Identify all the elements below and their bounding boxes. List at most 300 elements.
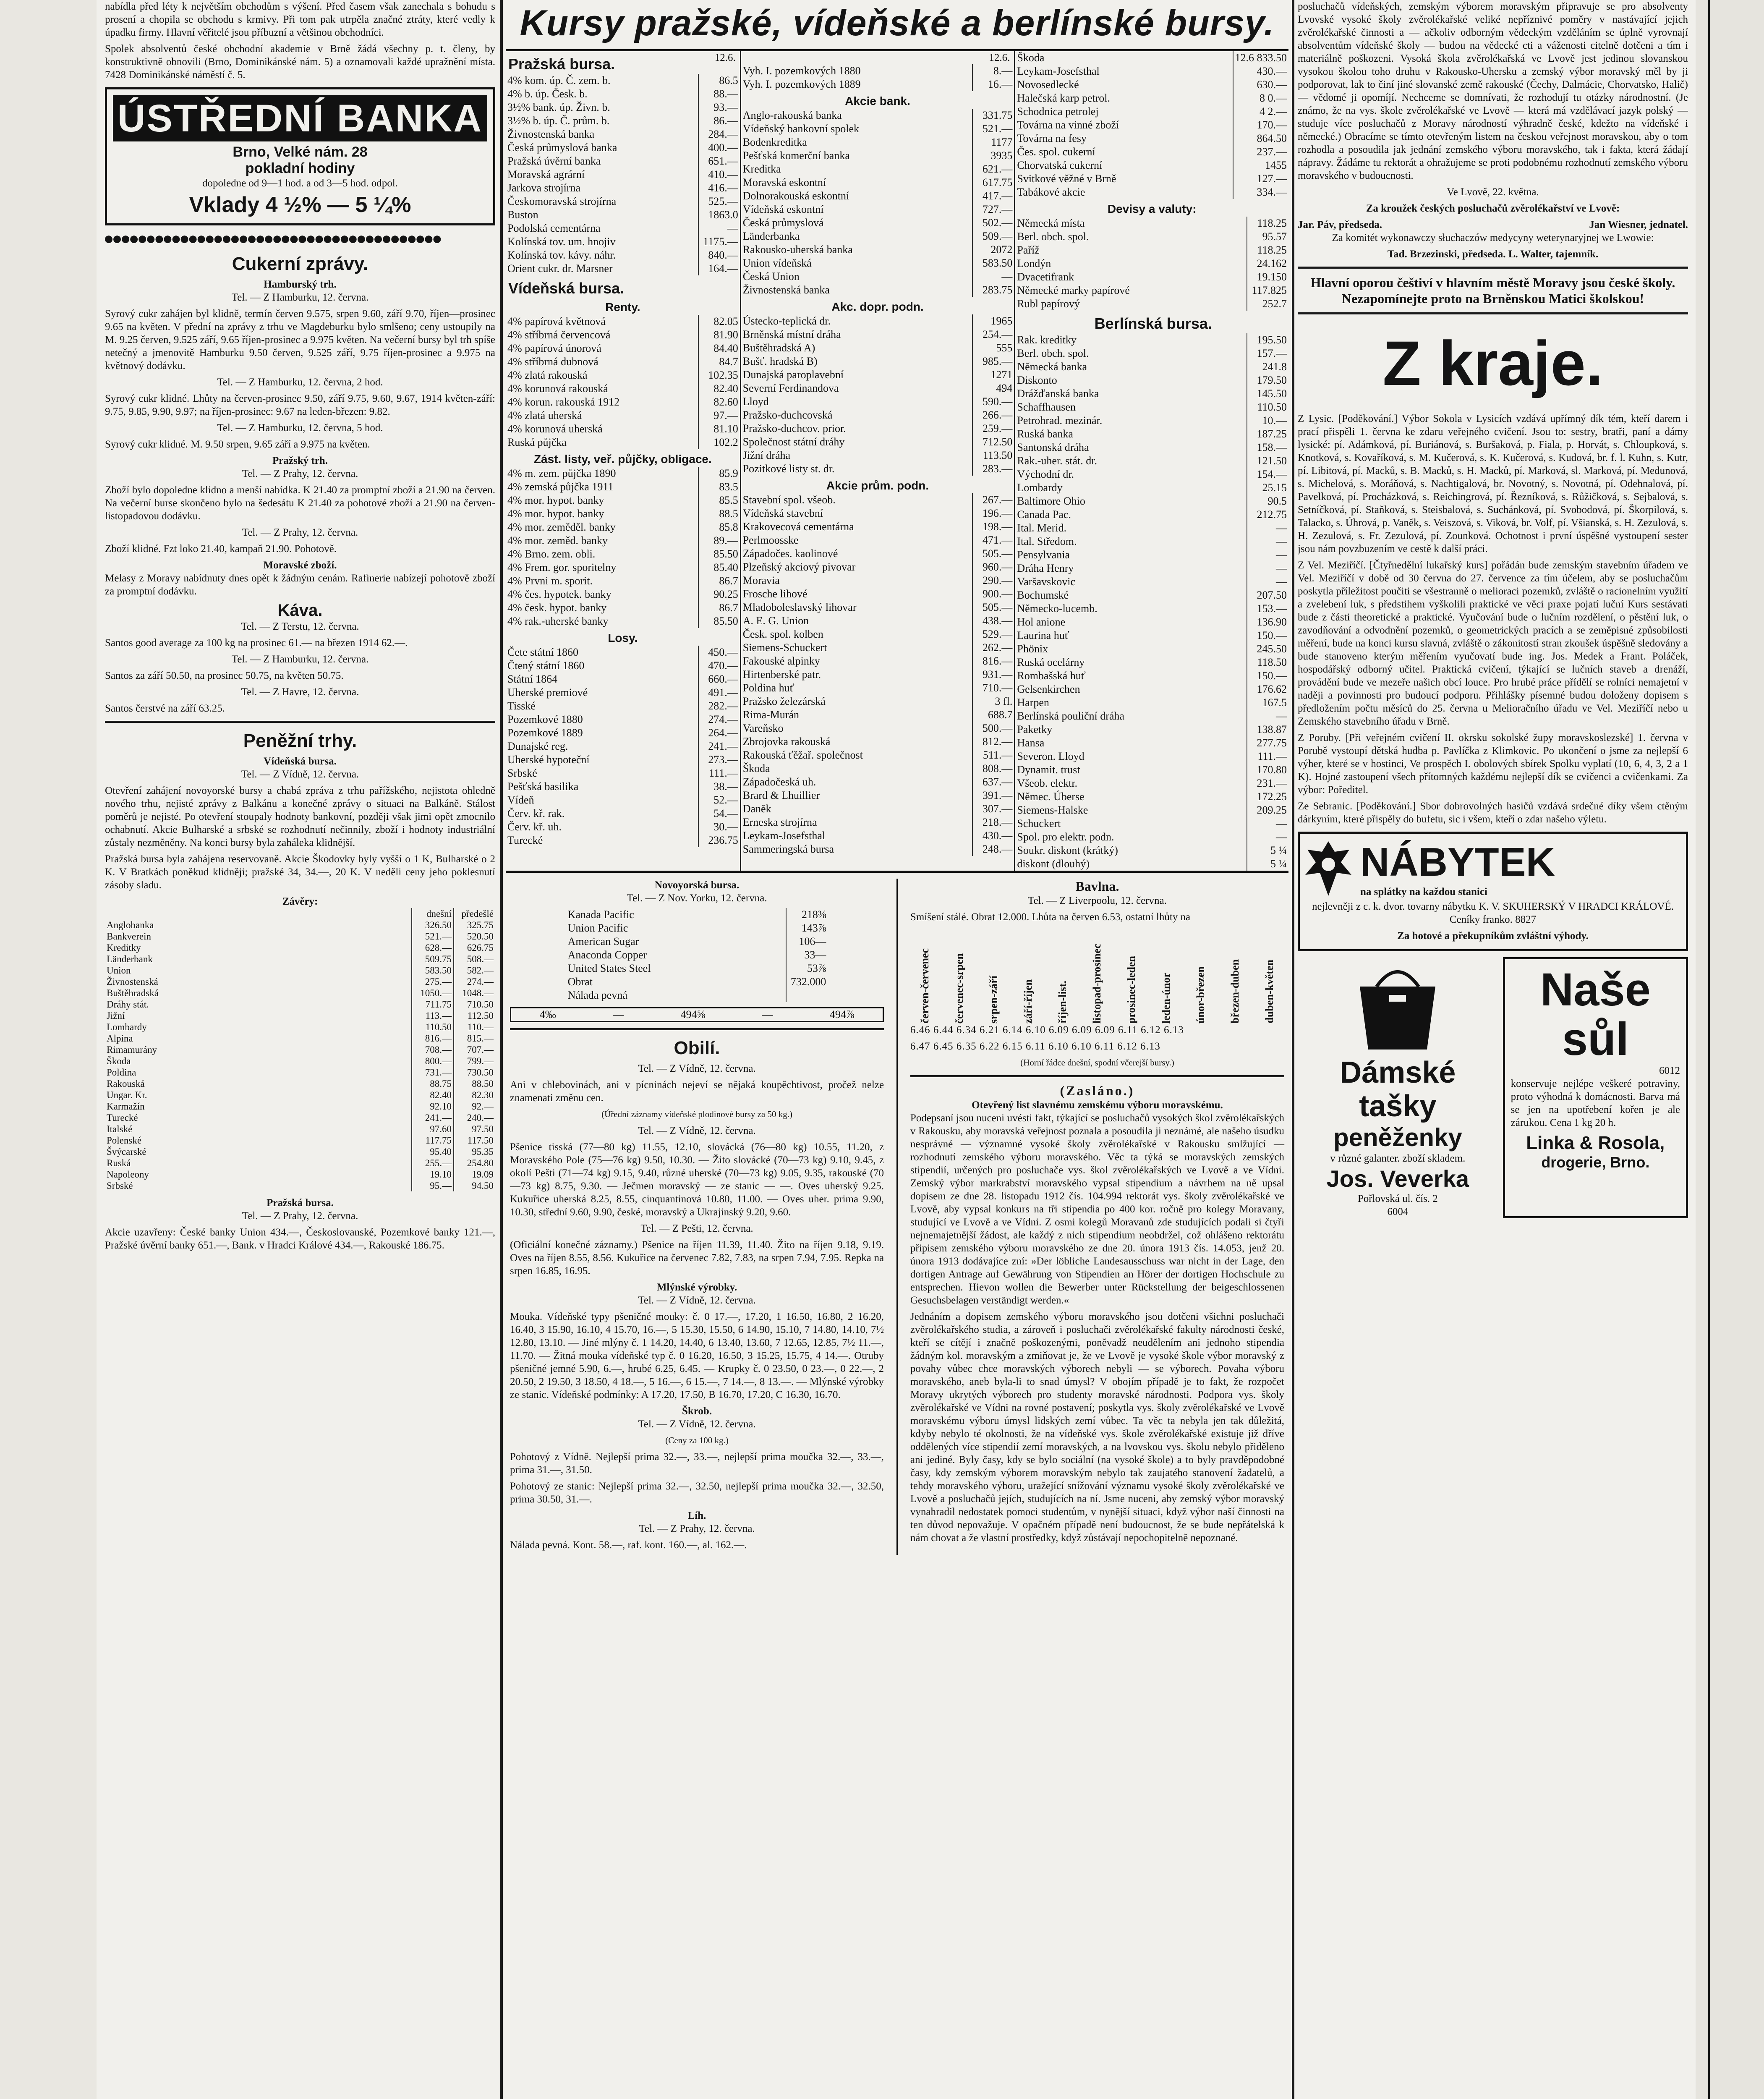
quote-value: 731.— bbox=[412, 1067, 454, 1078]
quote-row bbox=[741, 122, 1014, 136]
quote-name: Rima-Murán bbox=[742, 709, 800, 721]
quote-name: Škoda bbox=[742, 762, 770, 775]
quote-value: 812.— bbox=[972, 735, 1014, 749]
quote-name: Vídeňský bankovní spolek bbox=[742, 123, 860, 135]
quote-name: Anglobanka bbox=[107, 920, 154, 930]
quote-name: Jarkova strojírna bbox=[507, 182, 581, 194]
quote-value: 97.— bbox=[698, 409, 740, 422]
quote-value: 626.75 bbox=[454, 942, 495, 953]
quote-value: 111.— bbox=[1247, 750, 1288, 763]
bags-sub: peněženky bbox=[1333, 1123, 1462, 1152]
quote-value: 90.25 bbox=[698, 588, 740, 601]
quote-value: 1271 bbox=[972, 368, 1014, 382]
quote-row bbox=[105, 1078, 495, 1089]
salt-title: Naše sůl bbox=[1540, 964, 1651, 1065]
quote-row bbox=[741, 641, 1014, 654]
quote-row bbox=[506, 436, 740, 449]
quote-value: 331.75 bbox=[972, 109, 1014, 122]
quote-row bbox=[1015, 803, 1288, 817]
quote-value: 82.60 bbox=[698, 395, 740, 409]
quote-value: 54.— bbox=[698, 807, 740, 820]
quote-name: 4% korunová uherská bbox=[507, 423, 603, 435]
quote-name: Čete státní 1860 bbox=[507, 646, 578, 658]
quote-row bbox=[1015, 172, 1288, 186]
quote-name: 4% papírová květnová bbox=[507, 315, 606, 327]
quote-row bbox=[741, 843, 1014, 856]
quote-value: 85.50 bbox=[698, 547, 740, 561]
quote-value: 500.— bbox=[972, 722, 1014, 735]
quote-value: 259.— bbox=[972, 422, 1014, 435]
quote-name: Berlínská pouliční dráha bbox=[1017, 710, 1124, 722]
quote-name: Napoleony bbox=[107, 1169, 149, 1180]
quote-name: Česká Union bbox=[742, 270, 800, 283]
quote-row bbox=[741, 560, 1014, 574]
right-column bbox=[1298, 0, 1688, 2099]
quote-value: 410.— bbox=[698, 168, 740, 181]
quote-name: Anaconda Copper bbox=[567, 949, 647, 961]
quote-row bbox=[105, 1112, 495, 1123]
quote-name: Turecké bbox=[507, 834, 543, 846]
coffee-tel2: Tel. — Z Hamburku, 12. června. bbox=[231, 654, 369, 665]
quote-name: Škoda bbox=[107, 1056, 131, 1066]
quote-row bbox=[741, 547, 1014, 560]
quote-name: Poldina huť bbox=[742, 682, 794, 694]
signature: Jan Wiesner, jednatel. bbox=[1589, 219, 1688, 230]
quote-row bbox=[741, 162, 1014, 176]
quote-value: 864.50 bbox=[1233, 132, 1288, 145]
quote-row bbox=[741, 735, 1014, 749]
quote-value: 167.5 bbox=[1247, 696, 1288, 709]
quote-row bbox=[741, 789, 1014, 802]
quote-name: Buston bbox=[507, 209, 538, 221]
quote-name: Londýn bbox=[1017, 257, 1051, 270]
quote-value: 5 ¼ bbox=[1247, 844, 1288, 857]
quote-name: Česká průmyslová banka bbox=[507, 141, 617, 154]
quote-row bbox=[506, 74, 740, 87]
quote-name: Čes. spol. cukerní bbox=[1017, 146, 1095, 158]
grain-text: Ani v chlebovinách, ani v pícninách nejeví se nějaká koupěchtivost, pročež nelze znamenati změnu cen. bbox=[510, 1079, 884, 1104]
quote-row bbox=[506, 87, 740, 101]
quote-row bbox=[1015, 51, 1288, 65]
quote-value: — bbox=[1247, 709, 1288, 723]
quote-name: Moravia bbox=[742, 574, 780, 586]
quote-row bbox=[506, 726, 740, 740]
quote-value: 176.62 bbox=[1247, 683, 1288, 696]
ny-bar-cell: 4‰ bbox=[539, 1008, 556, 1021]
quote-value: 637.— bbox=[972, 775, 1014, 789]
quote-value: 2072 bbox=[972, 243, 1014, 256]
quote-row bbox=[741, 189, 1014, 203]
quote-value: 400.— bbox=[698, 141, 740, 154]
cotton-month: duben-květen bbox=[1263, 960, 1275, 1023]
prague-market-text: Zboží bylo dopoledne klidno a menší nabídka. K 21.40 za promptní zboží a 21.90 na červen. Na večerní burse skončeno bylo na šedesátu K 21.40 za pohotové zboží a 21.90 na červen-listopadovou dodávku. bbox=[105, 484, 495, 522]
quote-row bbox=[506, 355, 740, 369]
quote-name: Paketky bbox=[1017, 723, 1053, 735]
quote-value: 89.— bbox=[698, 534, 740, 547]
quote-name: Baltimore Ohio bbox=[1017, 495, 1085, 507]
quote-row bbox=[1015, 347, 1288, 360]
quote-name: Tabákové akcie bbox=[1017, 186, 1085, 198]
berlin-title: Berlínská bursa. bbox=[1094, 315, 1212, 332]
bags-addr: Pořlovská ul. čís. 2 bbox=[1357, 1193, 1438, 1204]
quote-value: 628.— bbox=[412, 942, 454, 953]
prague-bursa-tel: Tel. — Z Prahy, 12. června. bbox=[242, 1210, 358, 1222]
quote-name: Dynamit. trust bbox=[1017, 764, 1080, 776]
quote-row bbox=[105, 965, 495, 976]
quote-name: Dolnorakouská eskontní bbox=[742, 190, 849, 202]
quote-row bbox=[741, 368, 1014, 382]
quote-name: Západočes. kaolinové bbox=[742, 547, 838, 560]
quote-name: 4% kom. úp. Č. zem. b. bbox=[507, 74, 611, 86]
quote-name: Bušť. hradská B) bbox=[742, 355, 818, 367]
quote-row bbox=[741, 574, 1014, 587]
quote-name: Siemens-Schuckert bbox=[742, 641, 827, 654]
quote-value: 86.7 bbox=[698, 601, 740, 615]
quote-value: 1050.— bbox=[412, 987, 454, 999]
quote-row bbox=[1015, 750, 1288, 763]
quote-row bbox=[741, 216, 1014, 230]
quote-name: Kreditky bbox=[107, 942, 141, 953]
quote-row bbox=[741, 109, 1014, 122]
quote-row bbox=[1015, 400, 1288, 414]
quote-name: Union vídeňská bbox=[742, 257, 812, 269]
quote-row bbox=[105, 1089, 495, 1101]
quote-name: Union bbox=[107, 965, 131, 976]
quote-name: Pešťská basilika bbox=[507, 780, 579, 793]
cotton-tel: Tel. — Z Liverpoolu, 12. června. bbox=[1028, 895, 1167, 906]
quote-name: Kolínská tov. kávy. náhr. bbox=[507, 249, 616, 261]
quote-name: Länderbanka bbox=[742, 230, 800, 242]
quote-name: Mladoboleslavský lihovar bbox=[742, 601, 857, 613]
quote-value: 38.— bbox=[698, 780, 740, 793]
quote-name: Pešťská komerční banka bbox=[742, 149, 850, 162]
quote-row bbox=[506, 574, 740, 588]
sugar-tel2: Tel. — Z Hamburku, 12. června, 2 hod. bbox=[217, 377, 383, 388]
zavery-col: předešlé bbox=[454, 908, 495, 919]
quote-value: 521.— bbox=[972, 122, 1014, 136]
quote-value: 138.87 bbox=[1247, 723, 1288, 736]
quote-row bbox=[105, 942, 495, 953]
quote-value: 102.35 bbox=[698, 369, 740, 382]
quote-value: 241.8 bbox=[1247, 360, 1288, 374]
quote-row bbox=[506, 713, 740, 726]
quote-row bbox=[105, 976, 495, 987]
quote-row bbox=[741, 203, 1014, 216]
akcie-bank-table bbox=[741, 109, 1014, 297]
quote-name: Ústecko-teplická dr. bbox=[742, 315, 831, 327]
grain-tel3: Tel. — Z Pešti, 12. června. bbox=[640, 1223, 753, 1234]
signature2: Tad. Brzezinski, předseda. L. Walter, tajemník. bbox=[1387, 249, 1599, 260]
cotton-row2: 6.47 6.45 6.35 6.22 6.15 6.11 6.10 6.10 6.11 6.12 6.13 bbox=[910, 1041, 1160, 1052]
quote-name: Moravská agrární bbox=[507, 168, 585, 181]
quote-value: 113.— bbox=[412, 1010, 454, 1021]
quote-value: 430.— bbox=[1233, 65, 1288, 78]
quote-name: Hol anione bbox=[1017, 616, 1066, 628]
quote-name: Halečská karp petrol. bbox=[1017, 92, 1110, 104]
quote-name: Německo-lucemb. bbox=[1017, 602, 1098, 615]
quote-value: 241.— bbox=[698, 740, 740, 753]
letter-for: Za kroužek českých posluchačů zvěrolékařství ve Lvově: bbox=[1366, 203, 1620, 214]
quote-name: Polenské bbox=[107, 1135, 142, 1146]
furniture-side: na splátky na každou stanici bbox=[1360, 886, 1487, 898]
quote-row bbox=[741, 64, 1014, 78]
quote-name: Jižní dráha bbox=[742, 449, 791, 461]
quote-value: 92.— bbox=[454, 1101, 495, 1112]
bank-hours-title: pokladní hodiny bbox=[245, 160, 355, 176]
quote-value: 267.— bbox=[972, 493, 1014, 507]
grain-tel2: Tel. — Z Vídně, 12. června. bbox=[638, 1125, 756, 1136]
quote-name: Německá banka bbox=[1017, 361, 1087, 373]
cotton-text: Smíšení stálé. Obrat 12.000. Lhůta na červen 6.53, ostatní lhůty na bbox=[910, 911, 1191, 923]
quote-value: 274.— bbox=[698, 713, 740, 726]
quote-value: 960.— bbox=[972, 560, 1014, 574]
quote-row bbox=[741, 493, 1014, 507]
quote-name: Dráha Henry bbox=[1017, 562, 1074, 574]
quote-value: 198.— bbox=[972, 520, 1014, 534]
quote-value: 502.— bbox=[972, 216, 1014, 230]
quote-name: Plzeňský akciový pivovar bbox=[742, 561, 856, 573]
quote-name: Union Pacific bbox=[567, 922, 628, 934]
quote-name: Podolská cementárna bbox=[507, 222, 601, 234]
quote-name: Ungar. Kr. bbox=[107, 1090, 147, 1100]
quote-value: 30.— bbox=[698, 820, 740, 834]
quote-value: 88.— bbox=[698, 87, 740, 101]
quote-name: Alpina bbox=[107, 1033, 133, 1044]
losy-title: Losy. bbox=[608, 631, 638, 644]
quote-value: 117.75 bbox=[412, 1135, 454, 1146]
quote-row bbox=[506, 547, 740, 561]
quote-value: 3935 bbox=[972, 149, 1014, 162]
quote-value: 521.— bbox=[412, 931, 454, 942]
quote-name: Paříž bbox=[1017, 244, 1040, 256]
cotton-month: leden-únor bbox=[1160, 972, 1172, 1023]
quote-name: Schaffhausen bbox=[1017, 401, 1076, 413]
quote-row bbox=[506, 807, 740, 820]
vyh-table bbox=[741, 64, 1014, 91]
quote-value: — bbox=[698, 222, 740, 235]
quote-name: 4% zemská půjčka 1911 bbox=[507, 481, 614, 493]
quote-value: 840.— bbox=[698, 249, 740, 262]
coffee-title: Káva. bbox=[277, 601, 323, 620]
quote-row bbox=[506, 222, 740, 235]
quote-name: 4% mor. zeměd. banky bbox=[507, 534, 608, 547]
quote-row bbox=[741, 587, 1014, 601]
quote-value: 282.— bbox=[698, 699, 740, 713]
quote-row bbox=[741, 534, 1014, 547]
furniture-footer: Za hotové a překupníkům zvláštní výhody. bbox=[1397, 930, 1589, 942]
quote-value: 508.— bbox=[454, 953, 495, 965]
quote-row bbox=[741, 654, 1014, 668]
quote-row bbox=[566, 989, 828, 1002]
quote-name: Drážďanská banka bbox=[1017, 387, 1099, 400]
cotton-month: září-říjen bbox=[1022, 979, 1035, 1023]
quote-name: Santonská dráha bbox=[1017, 441, 1089, 453]
quote-value: 4 2.— bbox=[1233, 105, 1288, 118]
quote-row bbox=[1015, 414, 1288, 427]
quote-row bbox=[741, 341, 1014, 355]
quote-value: 82.30 bbox=[454, 1089, 495, 1101]
quote-row bbox=[1015, 521, 1288, 535]
quote-name: Stavební spol. všeob. bbox=[742, 494, 836, 506]
ny-bar-cell: 494⅝ bbox=[680, 1008, 706, 1021]
coffee-text: Santos good average za 100 kg na prosinec 61.— na březen 1914 62.—. bbox=[105, 637, 408, 649]
cotton-months bbox=[910, 927, 1284, 1023]
prazska-date: 12.6. bbox=[714, 52, 736, 63]
quote-name: Bochumské bbox=[1017, 589, 1069, 601]
quote-value: 212.75 bbox=[1247, 508, 1288, 521]
quote-row bbox=[1015, 642, 1288, 656]
quote-value: 509.75 bbox=[412, 953, 454, 965]
cotton-month: březen-duben bbox=[1228, 959, 1241, 1023]
zavery-col: dnešní bbox=[412, 908, 454, 919]
quote-value: 708.— bbox=[412, 1044, 454, 1055]
quote-row bbox=[1015, 615, 1288, 629]
akc-doprav-title: Akc. dopr. podn. bbox=[831, 300, 924, 313]
grain-title: Obilí. bbox=[674, 1038, 720, 1058]
ny-title: Novoyorská bursa. bbox=[654, 879, 740, 891]
quote-row bbox=[506, 507, 740, 521]
quote-value: 86.5 bbox=[698, 74, 740, 87]
quote-row bbox=[105, 1146, 495, 1157]
quote-value: 113.50 bbox=[972, 449, 1014, 462]
prazska-table bbox=[506, 74, 740, 275]
quote-value: 511.— bbox=[972, 749, 1014, 762]
quote-name: Rubl papírový bbox=[1017, 298, 1080, 310]
quote-value: 520.50 bbox=[454, 931, 495, 942]
quote-value: 583.50 bbox=[972, 256, 1014, 270]
column-rule bbox=[896, 879, 898, 1555]
quote-value: — bbox=[1247, 535, 1288, 548]
salt-advert bbox=[1503, 957, 1688, 1218]
quote-value: 85.50 bbox=[698, 615, 740, 628]
quote-row bbox=[741, 722, 1014, 735]
spirit-title: Líh. bbox=[687, 1510, 706, 1521]
quote-value: 8 0.— bbox=[1233, 92, 1288, 105]
quote-row bbox=[506, 262, 740, 275]
quotes-grid bbox=[506, 49, 1288, 873]
quote-value: 273.— bbox=[698, 753, 740, 767]
quote-name: Rakouská ťěžař. společnost bbox=[742, 749, 863, 761]
quote-name: Rakouská bbox=[107, 1078, 145, 1089]
akcie-prum-table bbox=[741, 493, 1014, 856]
quote-name: Länderbank bbox=[107, 954, 153, 964]
quote-name: Uherské hypoteční bbox=[507, 754, 590, 766]
quote-row bbox=[741, 507, 1014, 520]
quote-row bbox=[506, 588, 740, 601]
quote-value: 81.90 bbox=[698, 328, 740, 342]
quote-row bbox=[105, 1123, 495, 1135]
quote-name: Pensylvania bbox=[1017, 549, 1070, 561]
quote-row bbox=[506, 561, 740, 574]
quote-name: Soukr. diskont (krátký) bbox=[1017, 844, 1118, 856]
quote-name: Schodnica petrolej bbox=[1017, 105, 1099, 118]
quote-value: 1175.— bbox=[698, 235, 740, 249]
lower-block bbox=[506, 879, 1288, 1555]
quote-row bbox=[1015, 656, 1288, 669]
quote-name: Sammeringská bursa bbox=[742, 843, 834, 855]
quote-name: Gelsenkirchen bbox=[1017, 683, 1080, 695]
money-text2: Pražská bursa byla zahájena reservovaně. Akcie Škodovky byly vyšší o 1 K, Bulharské o 2 K. V Bratkách poněkud klidněji; pražské 34, 34.—, 20 K. V neděli ceny jeho poklesnutí zásoby sladu. bbox=[105, 853, 495, 891]
quote-name: Němec. Úberse bbox=[1017, 790, 1085, 803]
lower-right bbox=[906, 879, 1288, 1555]
quote-value: 170.— bbox=[1233, 118, 1288, 132]
quote-row bbox=[741, 681, 1014, 695]
quote-row bbox=[506, 342, 740, 355]
quote-row bbox=[741, 708, 1014, 722]
quote-name: Společnost státní dráhy bbox=[742, 436, 845, 448]
zavery-header bbox=[105, 908, 495, 919]
quote-name: Schuckert bbox=[1017, 817, 1061, 830]
quote-row bbox=[1015, 257, 1288, 270]
quote-row bbox=[1015, 629, 1288, 642]
quote-row bbox=[105, 919, 495, 931]
quote-value: 93.— bbox=[698, 101, 740, 114]
quote-name: Pražsko-duchcovská bbox=[742, 409, 833, 421]
quote-value: 85.5 bbox=[698, 494, 740, 507]
quote-name: Všeob. elektr. bbox=[1017, 777, 1078, 789]
quote-row bbox=[741, 668, 1014, 681]
cotton-month: únor-březen bbox=[1194, 966, 1207, 1023]
quote-value: 10.— bbox=[1247, 414, 1288, 427]
quote-value: 505.— bbox=[972, 601, 1014, 614]
quote-name: Siemens-Halske bbox=[1017, 804, 1088, 816]
quote-name: Lombardy bbox=[1017, 482, 1063, 494]
divider bbox=[105, 721, 495, 723]
quote-name: Česk. spol. kolben bbox=[742, 628, 823, 640]
quote-name: Vyh. I. pozemkových 1889 bbox=[742, 78, 861, 90]
quote-value: 143⅞ bbox=[786, 921, 828, 935]
quote-name: 4% zlatá uherská bbox=[507, 409, 582, 421]
quote-row bbox=[1015, 763, 1288, 777]
quote-name: Perlmoosske bbox=[742, 534, 799, 546]
cotton-month: červenec-srpen bbox=[953, 953, 966, 1023]
prague-bursa-text: Akcie uzavřeny: České banky Union 434.—, Českoslovanské, Pozemkové banky 121.—, Pražské úvěrní banky 651.—, Bank. v Hradci Králové 434.—, Rakouské 186.75. bbox=[105, 1227, 495, 1251]
quote-name: Rak.-uher. stát. dr. bbox=[1017, 455, 1097, 467]
quote-name: Dunajské reg. bbox=[507, 740, 568, 752]
quote-name: 4% rak.-uherské banky bbox=[507, 615, 609, 627]
quote-row bbox=[506, 114, 740, 128]
money-sub: Vídeňská bursa. bbox=[264, 756, 337, 767]
losy-table bbox=[506, 646, 740, 847]
quote-name: Laurina huť bbox=[1017, 629, 1069, 641]
quote-name: Orient cukr. dr. Marsner bbox=[507, 262, 613, 275]
quote-name: Pražsko železárská bbox=[742, 695, 826, 707]
quote-name: Německá místa bbox=[1017, 217, 1085, 229]
quote-name: Leykam-Josefsthal bbox=[742, 830, 826, 842]
quote-row bbox=[105, 953, 495, 965]
quote-value: 262.— bbox=[972, 641, 1014, 654]
quote-row bbox=[1015, 118, 1288, 132]
quote-value: 117.825 bbox=[1247, 284, 1288, 297]
quote-name: Rakousko-uherská banka bbox=[742, 243, 853, 256]
quote-name: Moravská eskontní bbox=[742, 176, 826, 188]
quote-name: Berl. obch. spol. bbox=[1017, 230, 1089, 243]
quote-value: 808.— bbox=[972, 762, 1014, 775]
quote-name: 4% m. zem. půjčka 1890 bbox=[507, 467, 616, 479]
quote-value: 450.— bbox=[698, 646, 740, 659]
quote-name: 4% papírová únorová bbox=[507, 342, 601, 354]
quote-row bbox=[1015, 709, 1288, 723]
quote-row bbox=[506, 235, 740, 249]
quote-row bbox=[741, 270, 1014, 283]
quote-name: Ital. Středom. bbox=[1017, 535, 1077, 547]
zaslano-head: Otevřený list slavnému zemskému výboru moravskému. bbox=[972, 1099, 1223, 1111]
quote-row bbox=[741, 520, 1014, 534]
quote-row bbox=[1015, 723, 1288, 736]
quote-row bbox=[506, 395, 740, 409]
quote-name: American Sugar bbox=[567, 935, 639, 947]
quote-row bbox=[506, 780, 740, 793]
